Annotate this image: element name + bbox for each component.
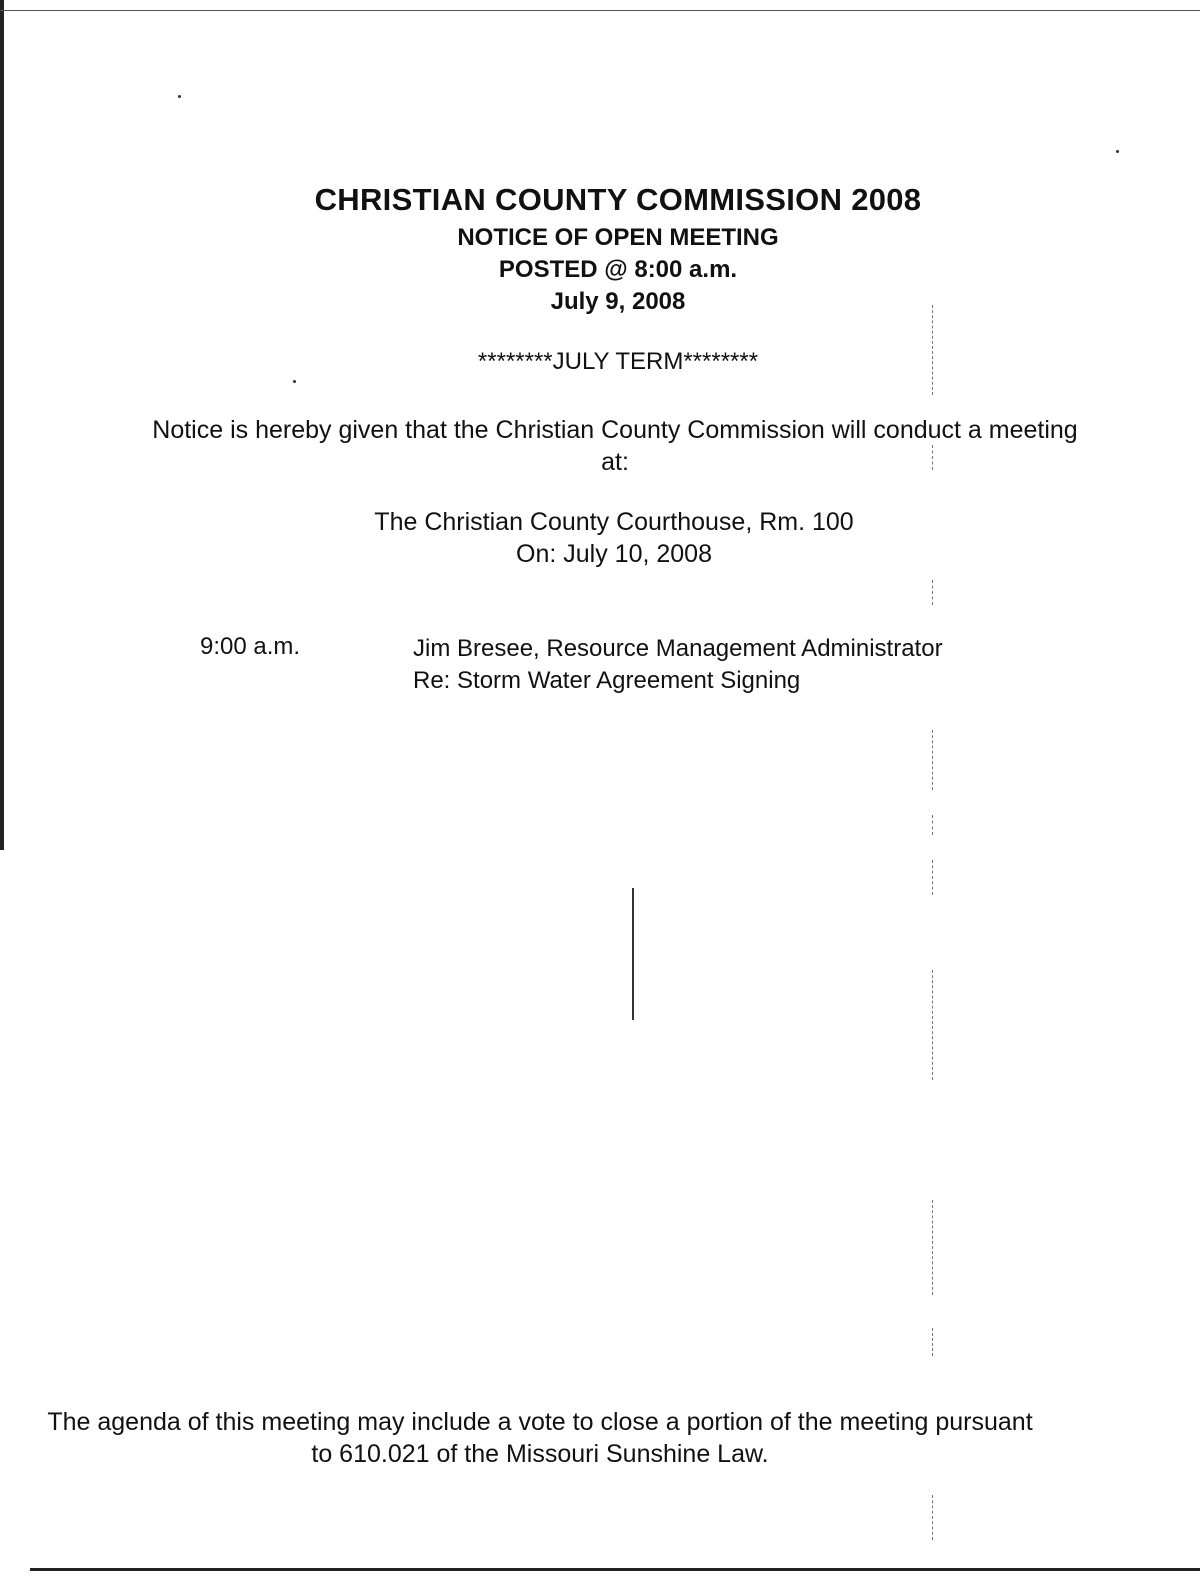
scan-dash-mark <box>932 580 934 605</box>
term-heading: ********JULY TERM******** <box>477 348 759 375</box>
scan-speck <box>1116 150 1119 153</box>
scan-speck <box>293 380 296 383</box>
scan-edge-bottom <box>30 1568 1200 1571</box>
scan-dash-mark <box>932 860 934 895</box>
agenda-item-time: 9:00 a.m. <box>200 633 301 660</box>
meeting-date: On: July 10, 2008 <box>516 540 712 568</box>
agenda-item-subject: Re: Storm Water Agreement Signing <box>413 667 801 694</box>
scan-dash-mark <box>932 1495 934 1540</box>
closing-note: The agenda of this meeting may include a vote to close a portion of the meeting pursuant to 610.021 of the Missouri Sunshine Law. <box>47 1408 1033 1468</box>
notice-type: NOTICE OF OPEN MEETING <box>457 224 779 251</box>
scan-speck <box>178 95 181 98</box>
document-title: CHRISTIAN COUNTY COMMISSION 2008 <box>314 182 922 217</box>
scan-dash-mark <box>932 1328 934 1356</box>
posted-time: POSTED @ 8:00 a.m. <box>498 256 738 283</box>
posted-date: July 9, 2008 <box>550 288 686 315</box>
notice-paragraph: Notice is hereby given that the Christian County Commission will conduct a meeting at: <box>152 416 1078 476</box>
meeting-location: The Christian County Courthouse, Rm. 100 <box>374 508 854 536</box>
scan-edge-top <box>0 10 1200 11</box>
scan-dash-mark <box>932 815 934 835</box>
scan-dash-mark <box>932 1200 934 1295</box>
scan-edge-left <box>0 0 4 850</box>
agenda-item-presenter: Jim Bresee, Resource Management Administrator <box>413 635 943 662</box>
scan-dash-mark <box>932 730 934 790</box>
scan-vertical-line <box>632 888 634 1020</box>
scan-dash-mark <box>932 970 934 1080</box>
